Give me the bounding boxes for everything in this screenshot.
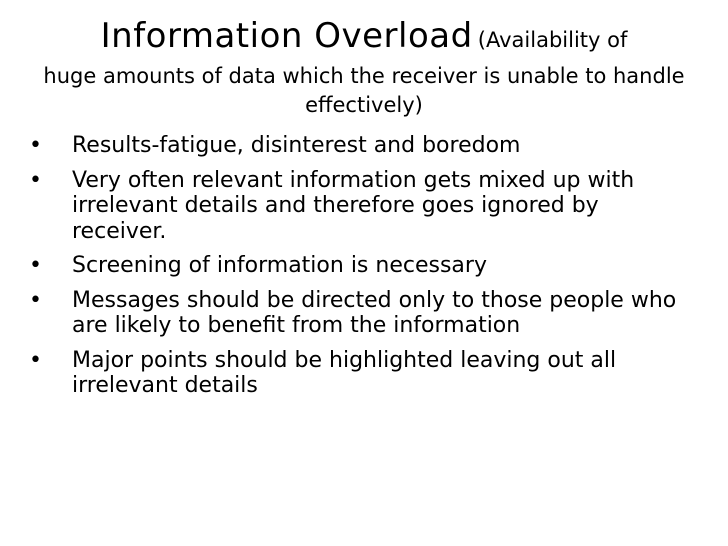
title-line (32, 14, 696, 64)
bullet-text: Results-fatigue, disinterest and boredom (72, 133, 521, 158)
bullet-text: Messages should be directed only to those people who are likely to benefit from the information (72, 287, 677, 338)
bullet-text: Major points should be highlighted leaving out all irrelevant details (72, 347, 617, 398)
title-parenthetical-rest: huge amounts of data which the receiver is unable to handle effectively) (43, 64, 685, 117)
bullet-icon: • (29, 253, 42, 278)
bullet-item (26, 288, 698, 339)
bullet-list (26, 133, 698, 408)
bullet-text: Screening of information is necessary (72, 253, 487, 278)
bullet-text: Very often relevant information gets mixed up with irrelevant details and therefore goes ignored by receiver. (72, 167, 635, 244)
title-parenthetical-start: (Availability of (477, 28, 628, 52)
slide-title: Information Overload (100, 16, 473, 56)
bullet-icon: • (29, 287, 42, 313)
bullet-icon: • (29, 347, 42, 373)
slide-title-block (32, 14, 696, 120)
bullet-item (26, 348, 698, 399)
bullet-item (26, 133, 698, 159)
bullet-item (26, 168, 698, 245)
bullet-icon: • (29, 133, 42, 158)
bullet-item (26, 253, 698, 279)
bullet-icon: • (29, 167, 42, 193)
